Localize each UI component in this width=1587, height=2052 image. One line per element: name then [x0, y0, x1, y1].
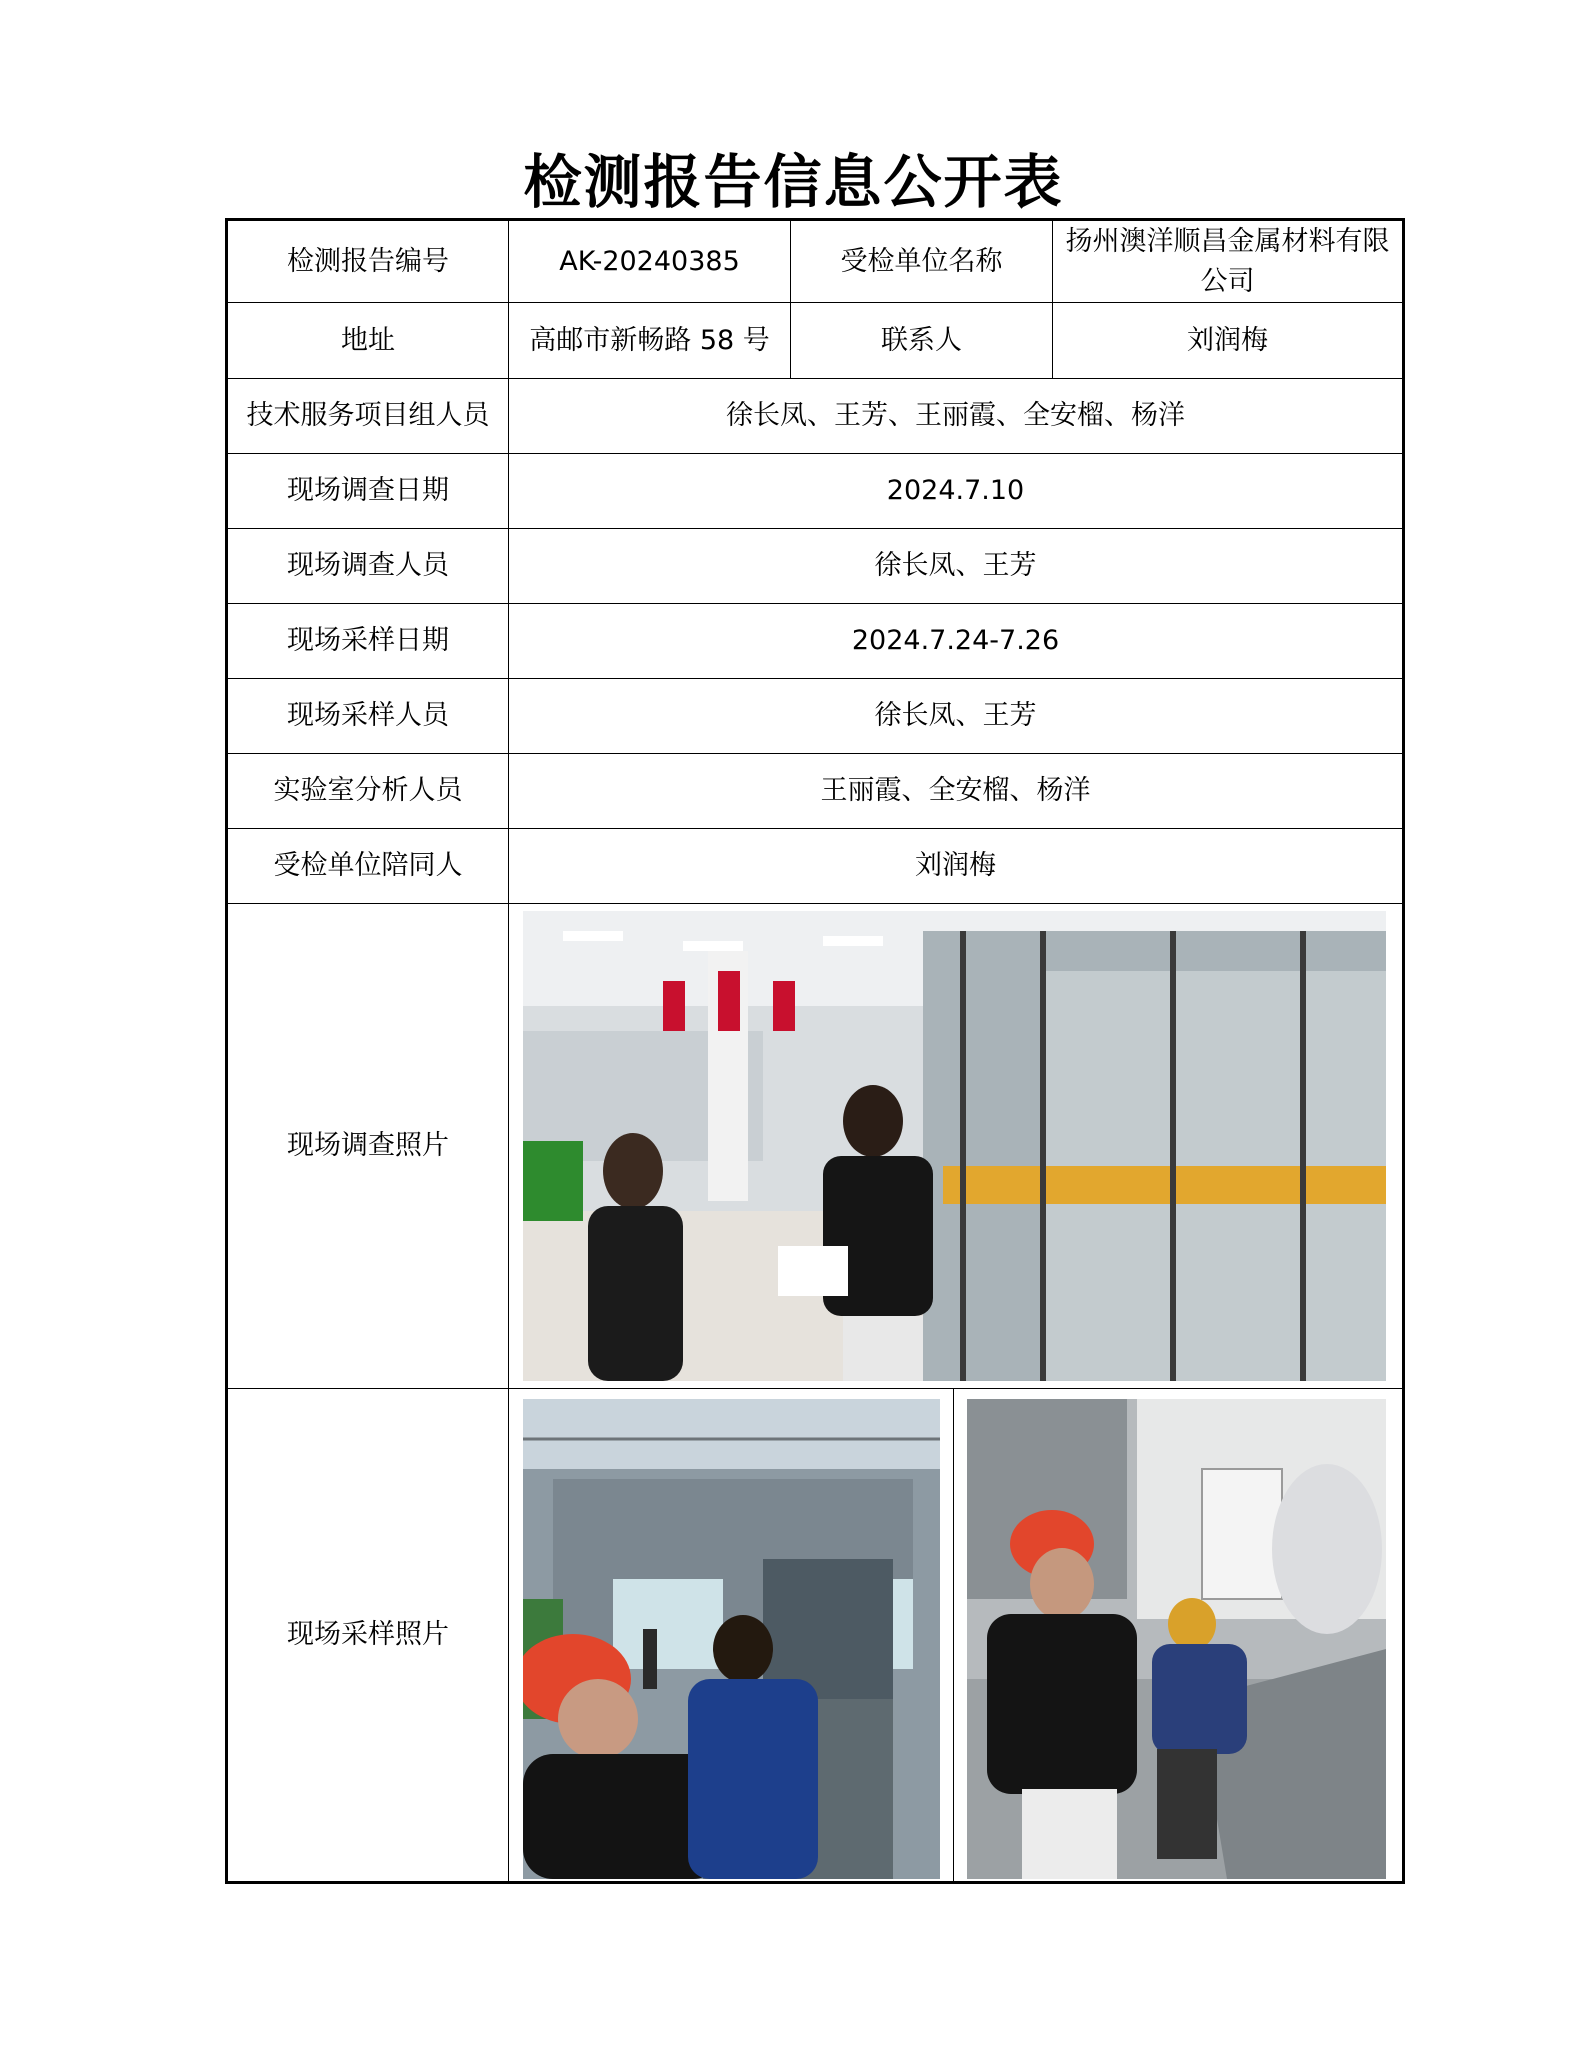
table-row: [227, 303, 1404, 379]
sampling-date-label: 现场采样日期: [227, 604, 509, 679]
survey-date-value: 2024.7.10: [509, 454, 1404, 529]
contact-label: 联系人: [791, 303, 1053, 379]
table-row: [227, 454, 1404, 529]
team-value: 徐长凤、王芳、王丽霞、全安榴、杨洋: [509, 379, 1404, 454]
report-info-table: [225, 218, 1405, 1884]
office-scene-image: [523, 911, 1386, 1381]
table-row: [227, 220, 1404, 303]
team-label: 技术服务项目组人员: [227, 379, 509, 454]
table-row: [227, 529, 1404, 604]
table-row: [227, 679, 1404, 754]
factory-sampling-photo-1: [523, 1399, 940, 1879]
survey-photo-cell: [509, 904, 1404, 1389]
lab-staff-value: 王丽霞、全安榴、杨洋: [509, 754, 1404, 829]
sampling-staff-value: 徐长凤、王芳: [509, 679, 1404, 754]
report-no-label: 检测报告编号: [227, 220, 509, 303]
sampling-photo-label: 现场采样照片: [227, 1389, 509, 1883]
survey-photo-label: 现场调查照片: [227, 904, 509, 1389]
factory-sampling-photo-2: [967, 1399, 1386, 1879]
page-title: 检测报告信息公开表: [523, 148, 1064, 216]
report-no-value: AK-20240385: [509, 220, 791, 303]
company-value: 扬州澳洋顺昌金属材料有限公司: [1053, 220, 1404, 303]
address-value: 高邮市新畅路 58 号: [509, 303, 791, 379]
office-survey-photo: [523, 911, 1386, 1381]
photo-divider: [953, 1389, 954, 1883]
survey-staff-label: 现场调查人员: [227, 529, 509, 604]
table-row: [227, 904, 1404, 1389]
contact-value: 刘润梅: [1053, 303, 1404, 379]
table-row: [227, 604, 1404, 679]
factory-scene-image: [523, 1399, 940, 1879]
address-label: 地址: [227, 303, 509, 379]
escort-label: 受检单位陪同人: [227, 829, 509, 904]
sampling-staff-label: 现场采样人员: [227, 679, 509, 754]
escort-value: 刘润梅: [509, 829, 1404, 904]
table-row: [227, 1389, 1404, 1883]
grinding-scene-image: [967, 1399, 1386, 1879]
table-row: [227, 829, 1404, 904]
sampling-photo-cell: [509, 1389, 1404, 1883]
lab-staff-label: 实验室分析人员: [227, 754, 509, 829]
table-row: [227, 754, 1404, 829]
survey-staff-value: 徐长凤、王芳: [509, 529, 1404, 604]
table-row: [227, 379, 1404, 454]
survey-date-label: 现场调查日期: [227, 454, 509, 529]
sampling-date-value: 2024.7.24-7.26: [509, 604, 1404, 679]
company-label: 受检单位名称: [791, 220, 1053, 303]
